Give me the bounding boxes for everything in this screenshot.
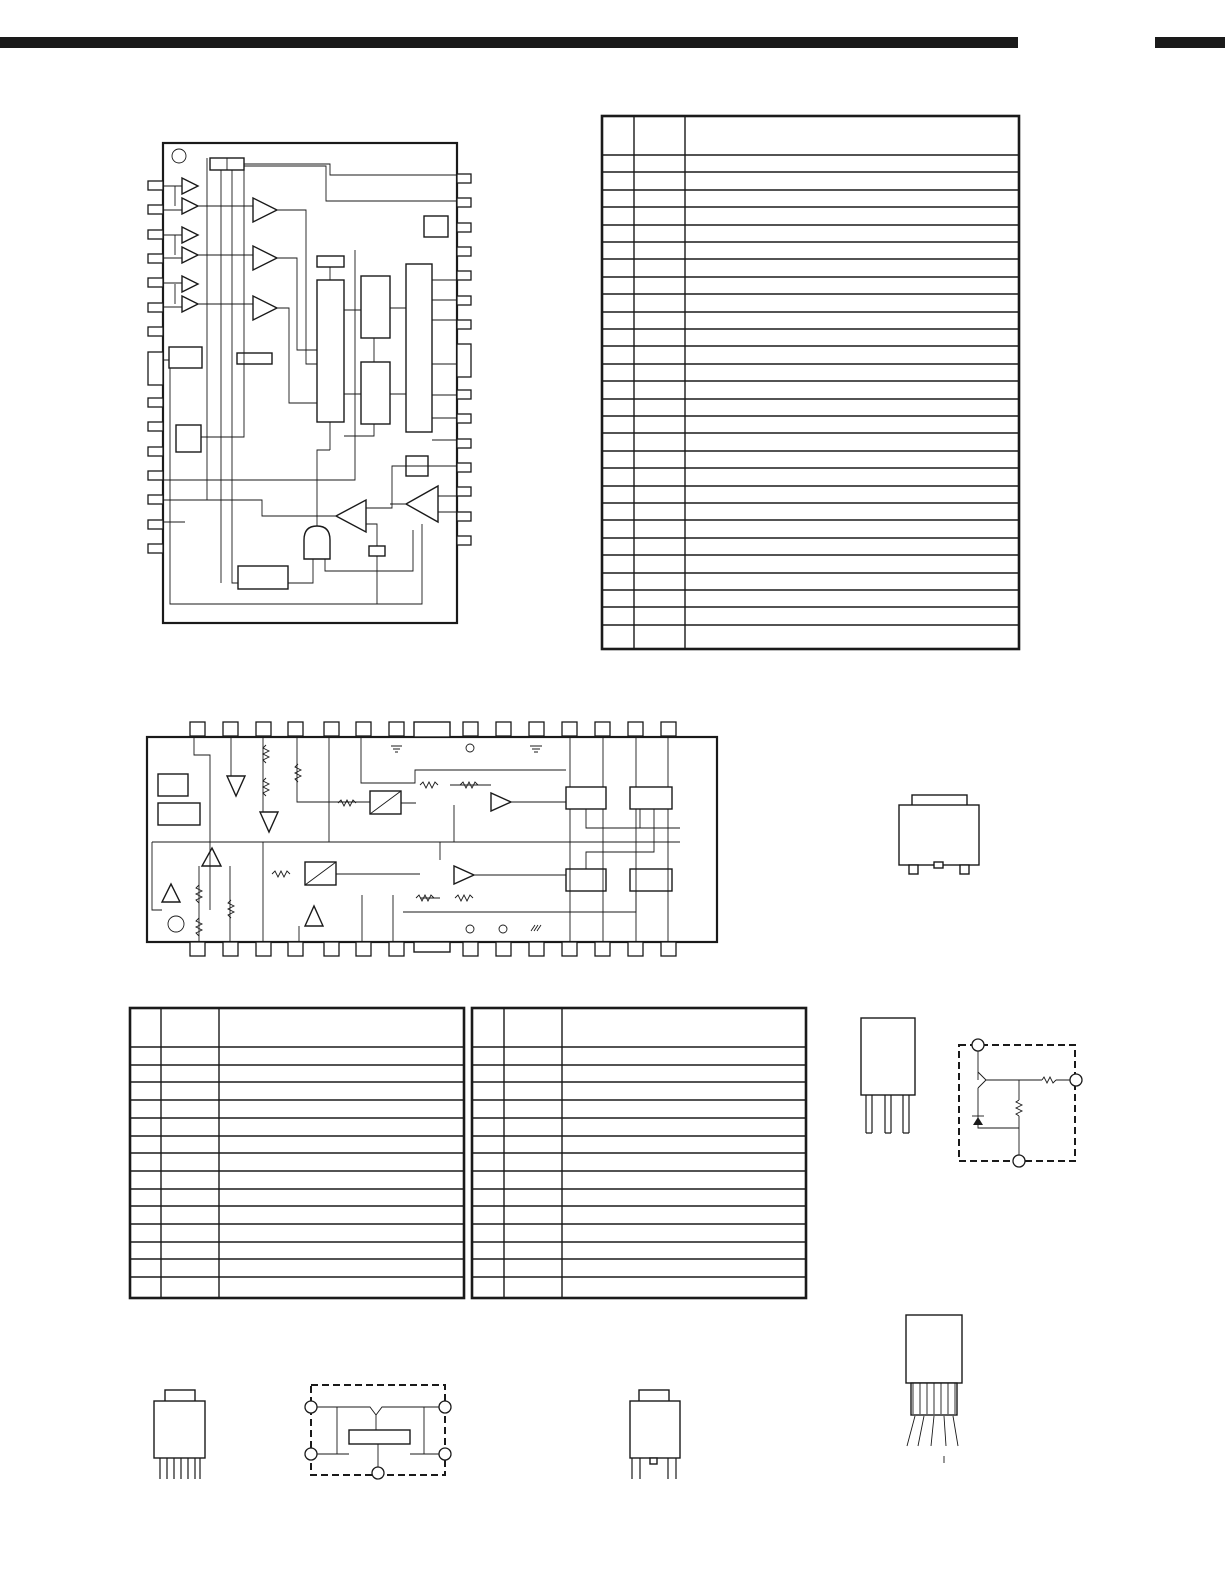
ic-pin (223, 722, 238, 736)
ic-pin (595, 942, 610, 956)
package-outline-e (630, 1390, 680, 1479)
ic-pin (496, 722, 511, 736)
ic-pin (288, 942, 303, 956)
ic-pin (256, 722, 271, 736)
ic-pin (356, 942, 371, 956)
ic-pin (661, 722, 676, 736)
ic-pin (223, 942, 238, 956)
ic-pin (324, 722, 339, 736)
ic-pin (529, 942, 544, 956)
block1-right-pins (457, 174, 471, 545)
ic-pin (389, 942, 404, 956)
ic-pin (628, 722, 643, 736)
block1-input-amps (163, 178, 198, 312)
block1-left-pins (148, 181, 163, 553)
ic-pin (463, 722, 478, 736)
ic-pin (529, 722, 544, 736)
ic-pin (190, 942, 205, 956)
ic-pin (595, 722, 610, 736)
regulator-equivalent-circuit (305, 1385, 451, 1479)
ic-pin (562, 942, 577, 956)
ic-pin (288, 722, 303, 736)
ic-pin (256, 942, 271, 956)
ic-pin (661, 942, 676, 956)
block-diagram-1 (148, 143, 471, 623)
block-diagram-2 (147, 722, 717, 956)
pin-table-1 (602, 116, 1019, 649)
transistor-equivalent-circuit (959, 1039, 1082, 1167)
ic-pin (496, 942, 511, 956)
package-outline-d (154, 1390, 205, 1479)
ic-pin (324, 942, 339, 956)
package-outline-a (899, 795, 979, 874)
header-rule-right (1155, 37, 1225, 48)
pin-table-2 (130, 1008, 464, 1298)
pin-table-3 (472, 1008, 806, 1298)
header-rule-main (0, 37, 1018, 48)
ic-pin (628, 942, 643, 956)
ic-pin (562, 722, 577, 736)
ic-pin (389, 722, 404, 736)
ic-pin (463, 942, 478, 956)
package-outline-b (861, 1018, 915, 1133)
ic-pin (356, 722, 371, 736)
package-outline-c (906, 1315, 962, 1463)
ic-pin (190, 722, 205, 736)
